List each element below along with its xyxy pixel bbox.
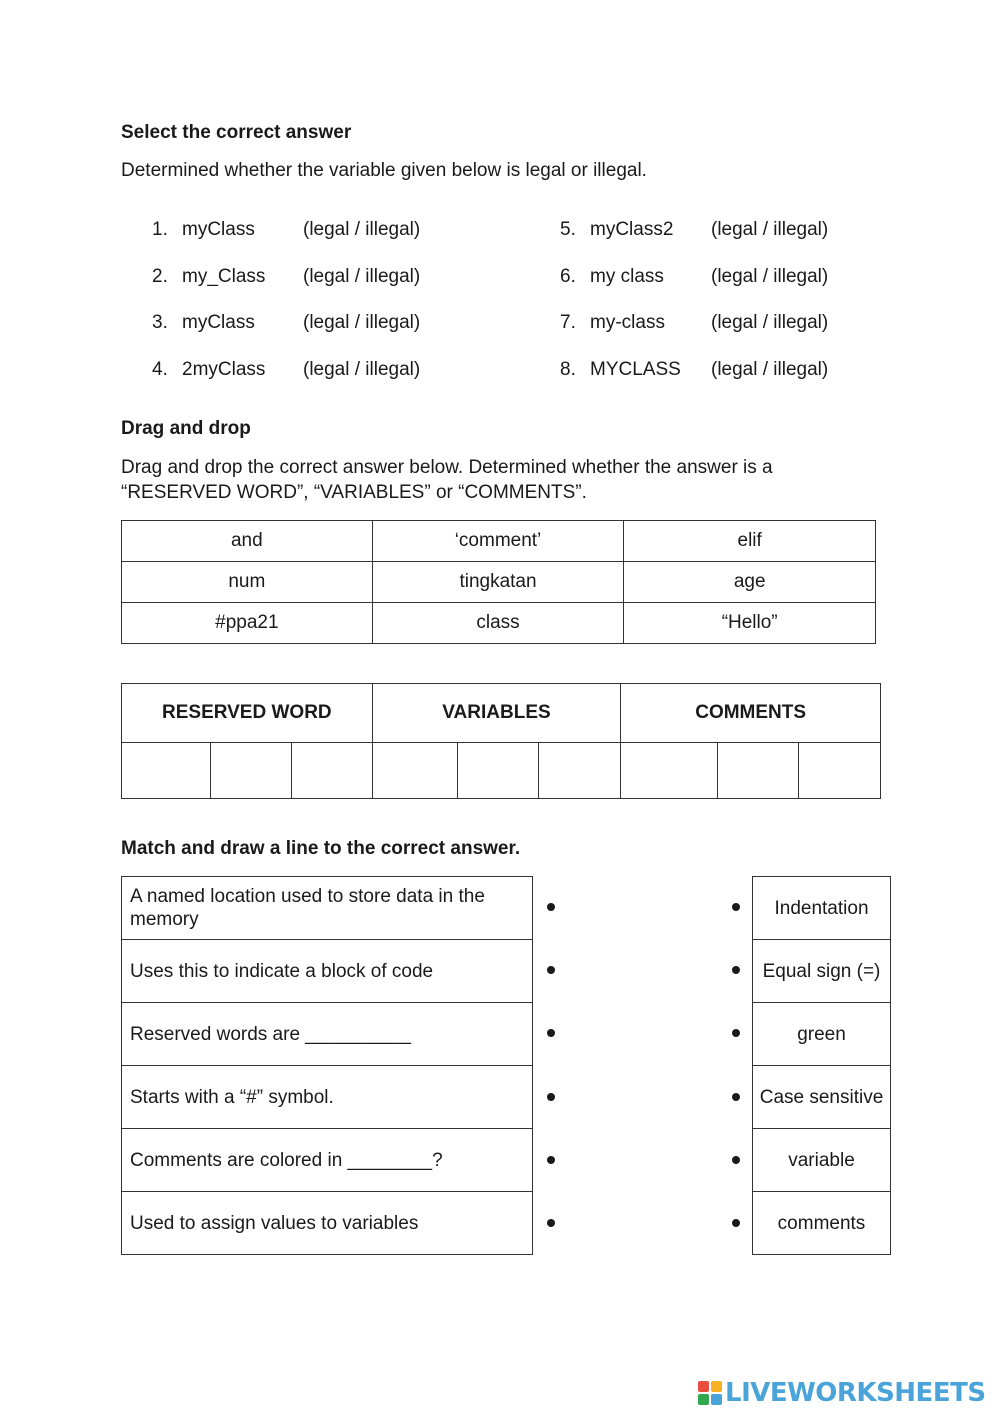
match-right-item: variable [753,1129,891,1192]
match-dot-right[interactable] [732,1093,740,1101]
item-number: 8. [560,359,576,380]
item-number: 7. [560,312,576,333]
match-left-item: A named location used to store data in the memory [122,877,533,940]
match-right-item: green [753,1003,891,1066]
section-heading-select: Select the correct answer [121,122,352,143]
draggable-word[interactable]: ‘comment’ [372,521,624,562]
logo-tile [711,1381,722,1392]
draggable-word[interactable]: tingkatan [372,562,624,603]
drop-slot[interactable] [457,743,539,799]
match-dot-right[interactable] [732,1029,740,1037]
legal-illegal-item [152,266,420,288]
match-dot-left[interactable] [547,903,555,911]
match-dot-right[interactable] [732,1156,740,1164]
drop-slot[interactable] [799,743,881,799]
legal-illegal-item [560,359,828,381]
drop-slot[interactable] [372,743,457,799]
category-header-comments: COMMENTS [621,684,881,743]
match-left-item: Reserved words are __________ [122,1003,533,1066]
match-dot-left[interactable] [547,1219,555,1227]
variable-name: myClass [182,312,255,333]
match-dot-right[interactable] [732,903,740,911]
category-header-variables: VARIABLES [372,684,621,743]
section-instruction-drag-line1: Drag and drop the correct answer below. Determined whether the answer is a [121,457,773,478]
legal-illegal-item [560,266,828,288]
legal-illegal-choice[interactable]: (legal / illegal) [303,219,421,240]
draggable-word[interactable]: #ppa21 [122,603,373,644]
variable-name: my class [590,266,664,287]
variable-name: my-class [590,312,665,333]
word-bank-table [121,520,876,644]
match-dot-right[interactable] [732,966,740,974]
legal-illegal-item [152,219,420,241]
legal-illegal-choice[interactable]: (legal / illegal) [711,219,829,240]
legal-illegal-item [152,359,420,381]
match-left-item: Comments are colored in ________? [122,1129,533,1192]
variable-name: 2myClass [182,359,266,380]
match-left-item: Used to assign values to variables [122,1192,533,1255]
logo-tile [698,1394,709,1405]
draggable-word[interactable]: num [122,562,373,603]
draggable-word[interactable]: age [624,562,876,603]
item-number: 2. [152,266,168,287]
match-dot-left[interactable] [547,1029,555,1037]
draggable-word[interactable]: “Hello” [624,603,876,644]
match-right-item: comments [753,1192,891,1255]
legal-illegal-choice[interactable]: (legal / illegal) [711,266,829,287]
variable-name: myClass [182,219,255,240]
category-table [121,683,881,799]
drop-slot[interactable] [539,743,621,799]
drop-slot[interactable] [718,743,799,799]
match-right-item: Indentation [753,877,891,940]
legal-illegal-choice[interactable]: (legal / illegal) [303,312,421,333]
drop-slot[interactable] [621,743,718,799]
draggable-word[interactable]: elif [624,521,876,562]
item-number: 4. [152,359,168,380]
legal-illegal-choice[interactable]: (legal / illegal) [711,312,829,333]
legal-illegal-choice[interactable]: (legal / illegal) [711,359,829,380]
match-right-item: Equal sign (=) [753,940,891,1003]
match-dot-left[interactable] [547,1156,555,1164]
section-heading-match: Match and draw a line to the correct answer. [121,838,521,859]
section-instruction-select: Determined whether the variable given below is legal or illegal. [121,160,647,181]
item-number: 3. [152,312,168,333]
legal-illegal-item [152,312,420,334]
drop-slot[interactable] [122,743,211,799]
match-left-item: Starts with a “#” symbol. [122,1066,533,1129]
variable-name: my_Class [182,266,266,287]
draggable-word[interactable]: and [122,521,373,562]
item-number: 6. [560,266,576,287]
match-right-table [752,876,891,1255]
logo-text: LIVEWORKSHEETS [725,1378,986,1408]
category-header-reserved-word: RESERVED WORD [122,684,373,743]
match-right-item: Case sensitive [753,1066,891,1129]
match-dot-left[interactable] [547,1093,555,1101]
draggable-word[interactable]: class [372,603,624,644]
match-left-table [121,876,533,1255]
item-number: 5. [560,219,576,240]
variable-name: MYCLASS [590,359,681,380]
match-dot-right[interactable] [732,1219,740,1227]
drop-slot[interactable] [210,743,291,799]
match-dot-left[interactable] [547,966,555,974]
logo-tile [711,1394,722,1405]
liveworksheets-logo [698,1378,986,1408]
logo-icon [698,1381,722,1405]
legal-illegal-item [560,219,828,241]
section-instruction-drag-line2: “RESERVED WORD”, “VARIABLES” or “COMMENTS”. [121,482,587,503]
legal-illegal-item [560,312,828,334]
logo-tile [698,1381,709,1392]
legal-illegal-choice[interactable]: (legal / illegal) [303,266,421,287]
variable-name: myClass2 [590,219,674,240]
legal-illegal-choice[interactable]: (legal / illegal) [303,359,421,380]
drop-slot[interactable] [291,743,372,799]
item-number: 1. [152,219,168,240]
match-left-item: Uses this to indicate a block of code [122,940,533,1003]
section-heading-drag: Drag and drop [121,418,251,439]
